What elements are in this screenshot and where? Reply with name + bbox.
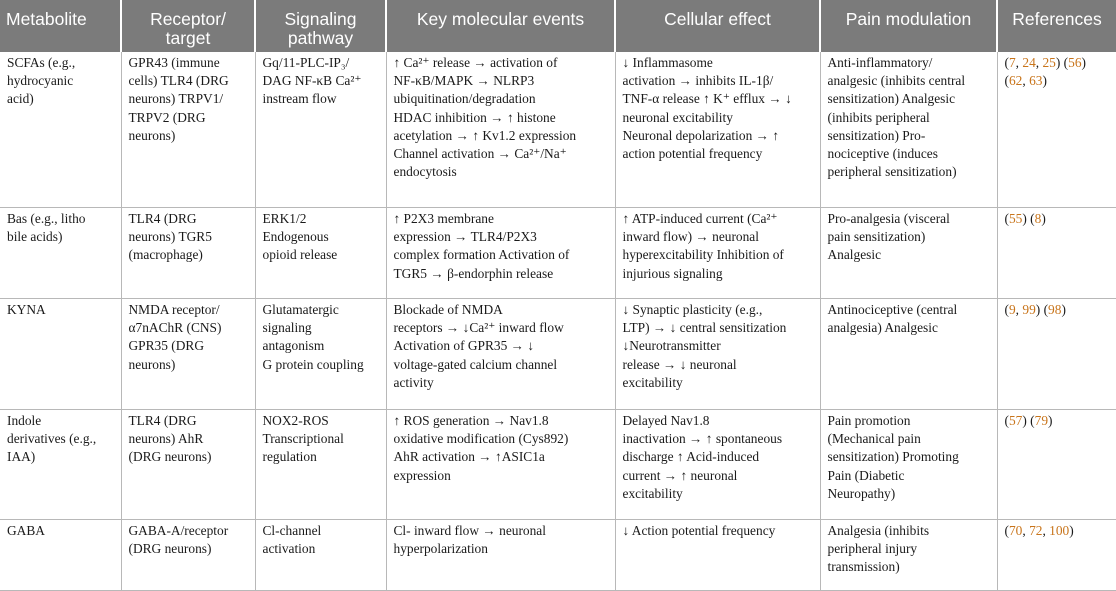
cell-line: Endogenous: [262, 229, 329, 245]
cell-line: (Mechanical pain: [827, 431, 921, 447]
reference-link[interactable]: 63: [1029, 73, 1043, 89]
cell-line: release → ↓ neuronal: [622, 356, 737, 372]
header-events: Key molecular events: [386, 0, 615, 52]
table-row: [0, 299, 1116, 410]
cell-line: neurons) AhR: [128, 431, 204, 447]
cell-line: nociceptive (induces: [827, 146, 938, 162]
cell-line: acetylation → ↑ Kv1.2 expression: [393, 127, 577, 143]
cell-line: Anti-inflammatory/: [827, 55, 933, 70]
cell-line: SCFAs (e.g.,: [7, 55, 76, 70]
header-pain: Pain modulation: [820, 0, 997, 52]
cell-line: ERK1/2: [262, 211, 307, 226]
cell-signaling: [255, 410, 386, 520]
reference-link[interactable]: 70: [1008, 523, 1023, 538]
reference-line: [1005, 412, 1111, 430]
cell-references: [997, 410, 1116, 520]
cell-line: bile acids): [7, 229, 63, 245]
header-receptor-line2: target: [165, 28, 211, 48]
cell-line: analgesia) Analgesic: [827, 320, 938, 336]
reference-paren: ): [1081, 55, 1086, 70]
cell-references: [997, 52, 1116, 208]
header-signaling-line2: pathway: [287, 28, 354, 48]
header-metabolite: Metabolite: [0, 0, 121, 52]
reference-line: (7, 24, 25) (56): [1004, 55, 1086, 70]
cell-line: (macrophage): [128, 247, 203, 263]
cell-metabolite: [0, 52, 121, 208]
cell-line: neurons) TGR5: [128, 229, 212, 245]
reference-paren: (: [1004, 523, 1009, 538]
cell-line: NOX2-ROS: [262, 413, 329, 428]
cell-events: [386, 299, 615, 410]
cell-line: AhR activation → ↑ASIC1a: [393, 449, 545, 465]
cell-line: KYNA: [7, 302, 46, 317]
reference-link[interactable]: 98: [1048, 302, 1062, 317]
reference-paren: (: [1004, 55, 1009, 70]
cell-line: transmission): [827, 559, 900, 575]
reference-paren: ): [1048, 413, 1053, 428]
cell-line: Activation of GPR35 → ↓: [393, 338, 535, 354]
cell-metabolite: [0, 299, 121, 410]
cell-line: sensitization) Analgesic: [827, 91, 956, 107]
cell-line: TRPV2 (DRG: [128, 109, 206, 125]
cell-line: Neuronal depolarization → ↑: [622, 127, 780, 143]
cell-line: GABA: [7, 523, 45, 538]
reference-paren: ): [1022, 211, 1027, 226]
cell-line: LTP) → ↓ central sensitization: [622, 320, 787, 336]
cell-line: derivatives (e.g.,: [7, 431, 97, 447]
reference-paren: ): [1042, 73, 1047, 89]
cell-line: excitability: [622, 485, 683, 501]
cell-line: Blockade of NMDA: [393, 302, 503, 317]
cell-events: [386, 410, 615, 520]
reference-link[interactable]: 72: [1029, 523, 1043, 538]
cell-line: oxidative modification (Cys892): [393, 431, 569, 447]
cell-line: (inhibits peripheral: [827, 109, 930, 125]
cell-line: ↑ P2X3 membrane: [393, 211, 494, 226]
reference-link[interactable]: 55: [1008, 211, 1023, 226]
cell-line: instream flow: [262, 91, 337, 107]
cell-line: Delayed Nav1.8: [622, 413, 710, 428]
cell-line: Cl- inward flow → neuronal: [393, 523, 546, 538]
cell-line: receptors → ↓Ca²⁺ inward flow: [393, 320, 564, 336]
cell-receptor: [121, 520, 255, 591]
reference-line: (62, 63): [1004, 73, 1047, 89]
cell-line: activation: [262, 541, 316, 557]
cell-line: GABA-A/receptor: [128, 523, 229, 538]
cell-line: neuronal excitability: [622, 109, 733, 125]
cell-line: ↓Neurotransmitter: [622, 338, 721, 354]
cell-line: Channel activation → Ca²⁺/Na⁺: [393, 146, 567, 162]
cell-line: NF-κB/MAPK → NLRP3: [393, 73, 535, 89]
cell-line: Pain promotion: [827, 413, 911, 428]
cell-line: IAA): [7, 449, 36, 465]
cell-line: G protein coupling: [262, 356, 364, 372]
reference-link[interactable]: 24: [1022, 55, 1036, 70]
cell-signaling: [255, 208, 386, 299]
cell-line: signaling: [262, 320, 312, 336]
reference-link[interactable]: 100: [1049, 523, 1070, 538]
reference-paren: (: [1004, 413, 1009, 428]
reference-link[interactable]: 56: [1068, 55, 1082, 70]
cell-line: Analgesia (inhibits: [827, 523, 930, 538]
cell-line: expression: [393, 467, 451, 483]
reference-paren: (: [1026, 413, 1035, 428]
cell-line: Pain (Diabetic: [827, 467, 905, 483]
cell-cellular: [615, 52, 820, 208]
cell-line: neurons): [128, 127, 176, 143]
cell-line: activity: [393, 374, 434, 390]
cell-events: [386, 52, 615, 208]
cell-line: regulation: [262, 449, 317, 465]
reference-paren: (: [1060, 55, 1069, 70]
cell-line: neurons): [128, 356, 176, 372]
reference-link[interactable]: 99: [1022, 302, 1036, 317]
cell-line: cells) TLR4 (DRG: [128, 73, 229, 89]
header-references: References: [997, 0, 1116, 52]
reference-link[interactable]: 7: [1008, 55, 1016, 70]
cell-line: NMDA receptor/: [128, 302, 220, 317]
cell-line: voltage-gated calcium channel: [393, 356, 558, 372]
cell-events: [386, 520, 615, 591]
cell-line: expression → TLR4/P2X3: [393, 229, 537, 245]
reference-link[interactable]: 8: [1034, 211, 1042, 226]
cell-receptor: [121, 299, 255, 410]
cell-line: GPR35 (DRG: [128, 338, 205, 354]
table-row: [0, 410, 1116, 520]
reference-paren: ): [1041, 211, 1046, 226]
cell-cellular: [615, 208, 820, 299]
cell-line: hyperexcitability Inhibition of: [622, 247, 784, 263]
reference-paren: ): [1035, 302, 1041, 317]
table-row: [0, 52, 1116, 208]
cell-line: peripheral injury: [827, 541, 918, 557]
header-signaling: [255, 0, 386, 52]
cell-line: Analgesic: [827, 247, 882, 263]
reference-link[interactable]: 9: [1008, 302, 1016, 317]
cell-references: [997, 208, 1116, 299]
cell-metabolite: [0, 410, 121, 520]
cell-line: Gq/11-PLC-IP₃/: [262, 55, 350, 70]
cell-receptor: [121, 52, 255, 208]
cell-metabolite: [0, 520, 121, 591]
cell-line: opioid release: [262, 247, 338, 263]
cell-line: activation → inhibits IL-1β/: [622, 73, 774, 89]
cell-line: DAG NF-κB Ca²⁺: [262, 73, 362, 89]
cell-line: Bas (e.g., litho: [7, 211, 86, 226]
cell-line: HDAC inhibition → ↑ histone: [393, 109, 556, 125]
cell-line: sensitization) Promoting: [827, 449, 959, 465]
cell-line: Antinociceptive (central: [827, 302, 958, 317]
cell-line: discharge ↑ Acid-induced: [622, 449, 760, 465]
cell-cellular: [615, 520, 820, 591]
cell-pain: [820, 208, 997, 299]
reference-paren: (: [1004, 302, 1009, 317]
cell-line: Indole: [7, 413, 42, 428]
header-receptor-line1: Receptor/: [150, 9, 226, 29]
cell-line: acid): [7, 91, 34, 107]
cell-line: ↓ Synaptic plasticity (e.g.,: [622, 302, 763, 317]
cell-receptor: [121, 410, 255, 520]
cell-references: [997, 520, 1116, 591]
cell-line: analgesic (inhibits central: [827, 73, 966, 89]
cell-line: Transcriptional: [262, 431, 344, 447]
cell-line: ↑ ROS generation → Nav1.8: [393, 413, 549, 428]
cell-line: Cl-channel: [262, 523, 322, 538]
cell-line: TNF-α release ↑ K⁺ efflux → ↓: [622, 91, 792, 107]
cell-line: antagonism: [262, 338, 325, 354]
cell-line: hyperpolarization: [393, 541, 488, 557]
cell-line: (DRG neurons): [128, 541, 212, 557]
cell-line: injurious signaling: [622, 265, 723, 281]
reference-line: (9, 99) (98): [1004, 302, 1066, 317]
reference-link[interactable]: 79: [1034, 413, 1049, 428]
reference-link[interactable]: 62: [1008, 73, 1023, 89]
cell-metabolite: [0, 208, 121, 299]
cell-line: ↑ Ca²⁺ release → activation of: [393, 55, 558, 70]
reference-line: [1005, 210, 1111, 228]
table-row: [0, 520, 1116, 591]
reference-paren: ): [1022, 413, 1027, 428]
cell-line: ↓ Inflammasome: [622, 55, 713, 70]
reference-link[interactable]: 25: [1042, 55, 1056, 70]
cell-line: pain sensitization): [827, 229, 926, 245]
cell-line: Pro-analgesia (visceral: [827, 211, 950, 226]
reference-line: (70, 72, 100): [1004, 523, 1074, 538]
reference-paren: ): [1069, 523, 1074, 538]
cell-line: ubiquitination/degradation: [393, 91, 536, 107]
cell-signaling: [255, 520, 386, 591]
cell-line: sensitization) Pro-: [827, 127, 926, 143]
cell-line: ↑ ATP-induced current (Ca²⁺: [622, 211, 778, 226]
cell-pain: [820, 410, 997, 520]
cell-signaling: [255, 299, 386, 410]
cell-line: TLR4 (DRG: [128, 211, 197, 226]
cell-line: peripheral sensitization): [827, 164, 957, 180]
cell-line: complex formation Activation of: [393, 247, 570, 263]
cell-line: inward flow) → neuronal: [622, 229, 759, 245]
cell-signaling: [255, 52, 386, 208]
cell-line: current → ↑ neuronal: [622, 467, 738, 483]
cell-pain: [820, 52, 997, 208]
cell-cellular: [615, 410, 820, 520]
reference-paren: (: [1026, 211, 1035, 226]
cell-pain: [820, 520, 997, 591]
cell-line: GPR43 (immune: [128, 55, 220, 70]
cell-line: TGR5 → β-endorphin release: [393, 265, 554, 281]
cell-line: Glutamatergic: [262, 302, 339, 317]
cell-events: [386, 208, 615, 299]
cell-line: excitability: [622, 374, 683, 390]
cell-line: TLR4 (DRG: [128, 413, 197, 428]
cell-line: α7nAChR (CNS): [128, 320, 222, 336]
reference-paren: ): [1055, 55, 1061, 70]
cell-cellular: [615, 299, 820, 410]
header-receptor: [121, 0, 255, 52]
cell-line: action potential frequency: [622, 146, 763, 162]
cell-receptor: [121, 208, 255, 299]
reference-paren: (: [1040, 302, 1049, 317]
reference-link[interactable]: 57: [1008, 413, 1023, 428]
cell-line: ↓ Action potential frequency: [622, 523, 776, 538]
cell-line: endocytosis: [393, 164, 457, 180]
cell-line: hydrocyanic: [7, 73, 74, 89]
reference-paren: ): [1061, 302, 1066, 317]
cell-pain: [820, 299, 997, 410]
cell-line: neurons) TRPV1/: [128, 91, 224, 107]
cell-line: (DRG neurons): [128, 449, 212, 465]
header-row: [0, 0, 1116, 52]
cell-line: Neuropathy): [827, 485, 896, 501]
cell-line: inactivation → ↑ spontaneous: [622, 431, 783, 447]
header-signaling-line1: Signaling: [284, 9, 357, 29]
reference-paren: (: [1004, 211, 1009, 226]
header-cellular: Cellular effect: [615, 0, 820, 52]
table-row: [0, 208, 1116, 299]
reference-paren: (: [1004, 73, 1009, 89]
cell-references: [997, 299, 1116, 410]
